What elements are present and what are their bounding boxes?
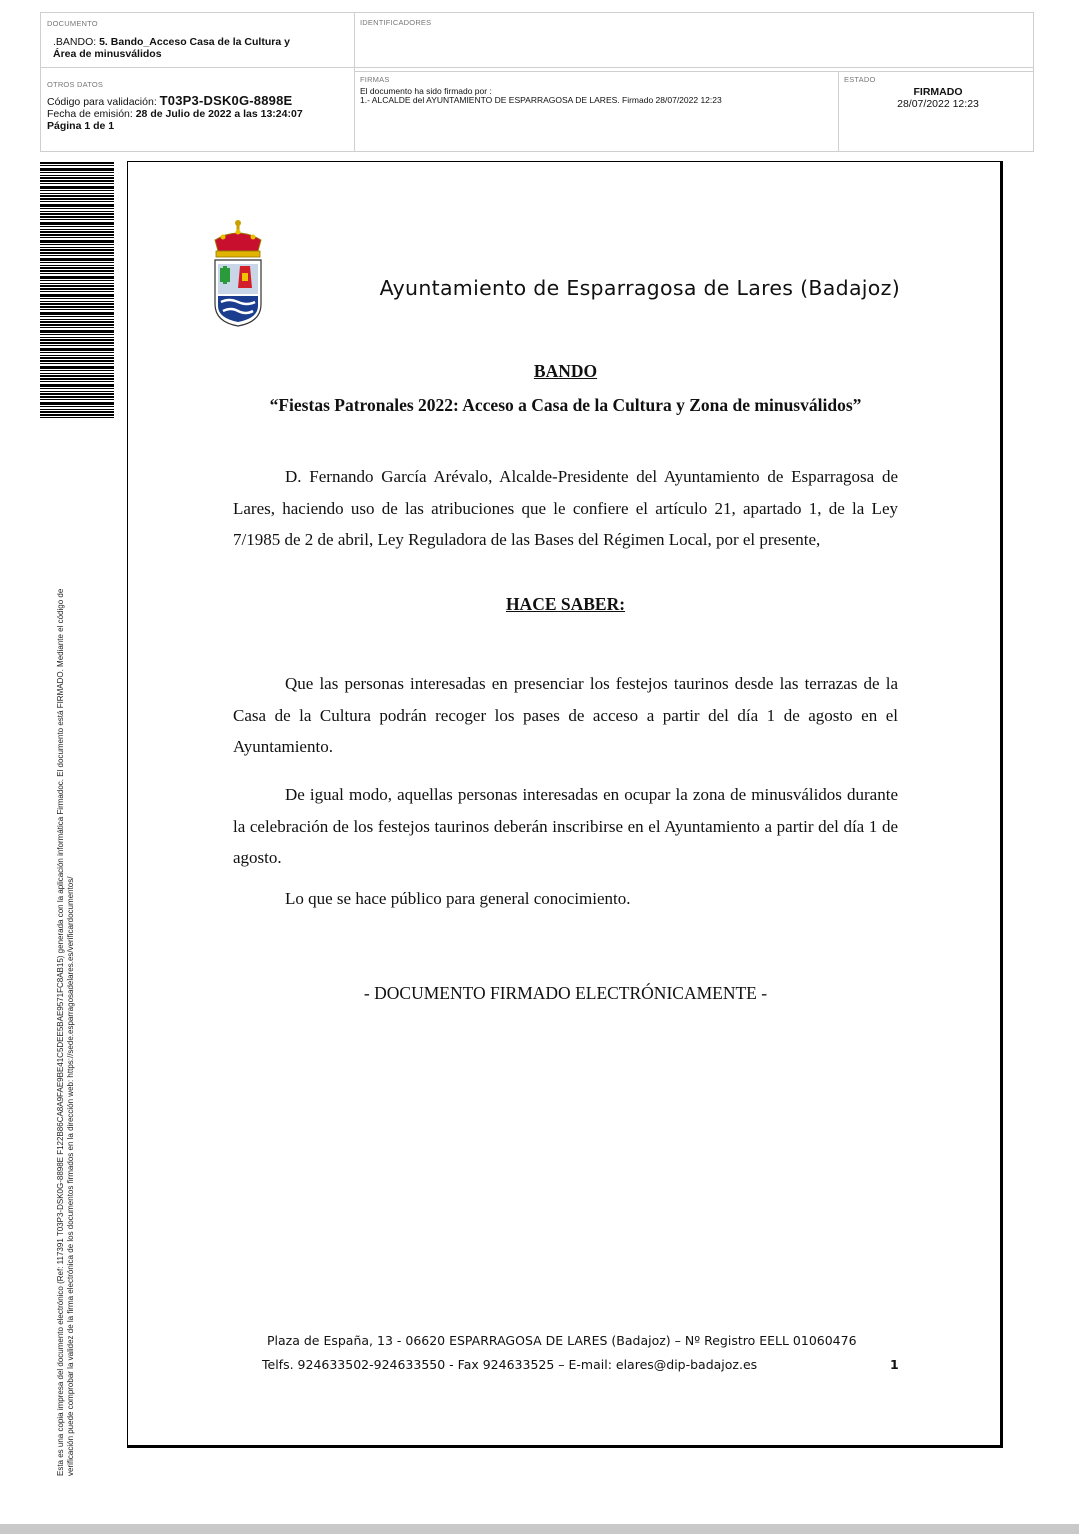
documento-title: .BANDO: 5. Bando_Acceso Casa de la Cultura y Área de minusválidos (53, 36, 290, 60)
page-count: Página 1 de 1 (47, 120, 115, 132)
hace-saber-heading: HACE SABER: (505, 594, 626, 614)
identificadores-cell (360, 18, 431, 27)
estado-cell (844, 75, 1032, 110)
documento-label: DOCUMENTO (47, 19, 98, 28)
otros-datos-label: OTROS DATOS (47, 80, 104, 89)
intro-paragraph: D. Fernando García Arévalo, Alcalde-Presidente del Ayuntamiento de Esparragosa de Lares, haciendo uso de las atribuciones que le confiere el artículo 21, apartado 1, de la Ley 7/1985 de 2 de abril, Ley Reguladora de las Bases del Régimen Local, por el presente, (233, 467, 898, 549)
bottom-bar (0, 1524, 1079, 1534)
header-divider (838, 71, 839, 151)
document-subtitle: “Fiestas Patronales 2022: Acceso a Casa de la Cultura y Zona de minusválidos” (269, 395, 862, 415)
header-divider (354, 13, 355, 151)
document-header-table (40, 12, 1034, 152)
estado-date: 28/07/2022 12:23 (897, 98, 979, 110)
firmas-signer: 1.- ALCALDE del AYUNTAMIENTO DE ESPARRAGOSA DE LARES. Firmado 28/07/2022 12:23 (360, 95, 722, 105)
documento-cell (47, 19, 347, 60)
page-number: 1 (890, 1357, 899, 1372)
body-paragraph-1: Que las personas interesadas en presenciar los festejos taurinos desde las terrazas de la Casa de la Cultura podrán recoger los pases de acceso a partir del día 1 de agosto en el Ayuntamiento. (233, 674, 898, 756)
coat-of-arms-icon (209, 218, 267, 330)
otros-datos-cell (47, 80, 347, 132)
footer-address: Plaza de España, 13 - 06620 ESPARRAGOSA DE LARES (Badajoz) – Nº Registro EELL 01060476 (267, 1333, 857, 1348)
header-divider (354, 71, 1033, 72)
barcode-icon (40, 162, 114, 420)
institution-name: Ayuntamiento de Esparragosa de Lares (Badajoz) (379, 276, 900, 300)
emission-date-row: Fecha de emisión: 28 de Julio de 2022 a las 13:24:07 (47, 108, 303, 120)
firmas-cell (360, 75, 830, 105)
header-divider (41, 67, 1033, 68)
firmas-intro: El documento ha sido firmado por : (360, 86, 492, 96)
verification-side-note: Esta es una copia impresa del documento electrónico (Ref: 117391 T03P3-DSK0G-8898E F122B86CA8A9FAE9BE41C5DEE5BAE9571FC8AB15) generada con la aplicación informática Firmadoc. El documento está FIRMADO. Mediante el código de verificación puede comprobar la validez de la firma electrónica de los documentos firmados en la dirección web: https://sede.esparragosadelares.es/verificardocumentos/ (56, 588, 75, 1476)
estado-value: FIRMADO (913, 86, 963, 98)
identificadores-label: IDENTIFICADORES (360, 18, 432, 27)
estado-label: ESTADO (844, 75, 876, 84)
body-paragraph-3: Lo que se hace público para general conocimiento. (285, 889, 631, 908)
electronic-signature-note: - DOCUMENTO FIRMADO ELECTRÓNICAMENTE - (363, 983, 768, 1003)
firmas-label: FIRMAS (360, 75, 390, 84)
footer-contact: Telfs. 924633502-924633550 - Fax 924633525 – E-mail: elares@dip-badajoz.es (262, 1357, 758, 1372)
validation-code: T03P3-DSK0G-8898E (159, 93, 293, 108)
validation-code-row: Código para validación: T03P3-DSK0G-8898E (47, 93, 293, 108)
document-heading: BANDO (533, 361, 598, 381)
body-paragraph-2: De igual modo, aquellas personas interesadas en ocupar la zona de minusválidos durante la celebración de los festejos taurinos deberán inscribirse en el Ayuntamiento a partir del día 1 de agosto. (233, 785, 898, 867)
